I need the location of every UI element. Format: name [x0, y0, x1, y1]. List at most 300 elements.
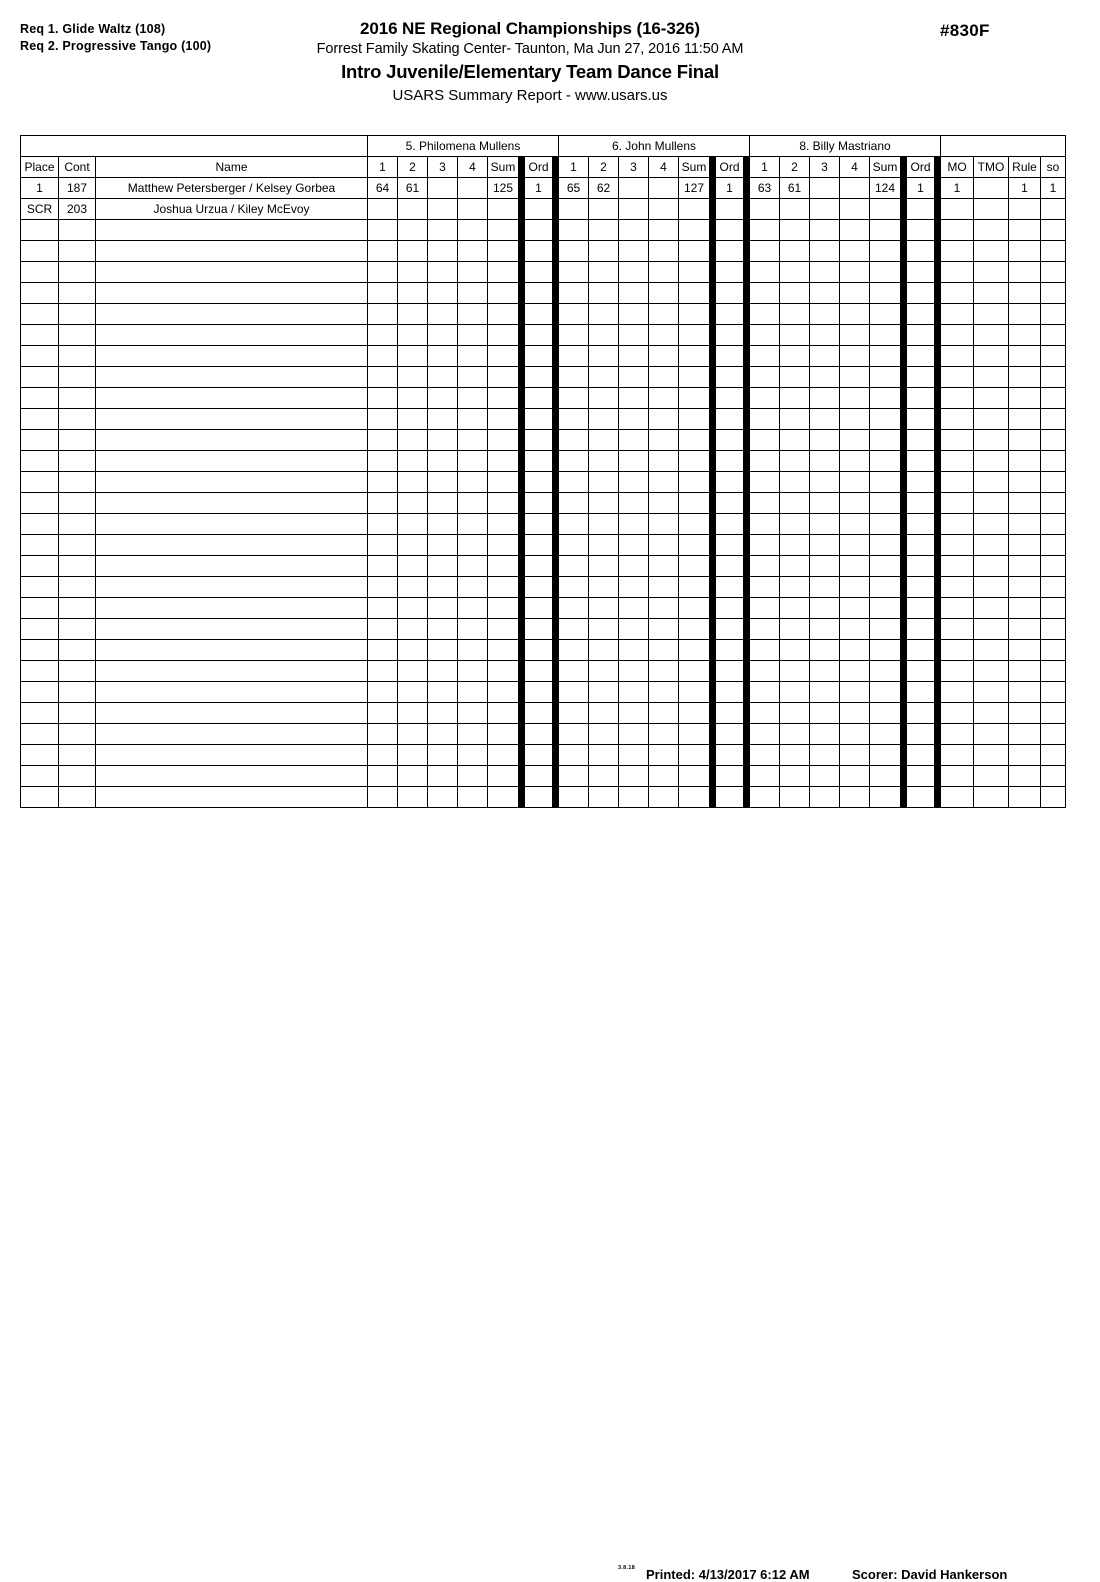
judge-1-column-header-1: 1 [368, 157, 398, 178]
cell-judge-1-sum [488, 724, 519, 745]
cell-judge-3-1 [750, 304, 780, 325]
cell-place [21, 451, 59, 472]
cell-judge-2-4 [649, 451, 679, 472]
cell-judge-1-ord [525, 577, 553, 598]
cell-judge-3-2: 61 [780, 178, 810, 199]
cell-rule [1009, 724, 1041, 745]
cell-judge-1-3 [428, 619, 458, 640]
cell-judge-1-1 [368, 220, 398, 241]
cell-judge-3-ord [907, 577, 935, 598]
table-row[interactable] [21, 388, 1066, 409]
cell-judge-1-2 [398, 640, 428, 661]
cell-judge-1-4 [458, 724, 488, 745]
table-row[interactable] [21, 220, 1066, 241]
cell-so [1041, 325, 1066, 346]
cell-judge-3-4 [840, 619, 870, 640]
cell-mo [941, 745, 974, 766]
table-row[interactable] [21, 514, 1066, 535]
cell-judge-2-sum: 127 [679, 178, 710, 199]
cell-mo [941, 304, 974, 325]
cell-judge-1-2 [398, 262, 428, 283]
cell-judge-2-4 [649, 661, 679, 682]
cell-cont [59, 535, 96, 556]
cell-judge-3-4 [840, 703, 870, 724]
cell-rule [1009, 556, 1041, 577]
cell-judge-3-2 [780, 724, 810, 745]
cell-so [1041, 262, 1066, 283]
cell-judge-3-2 [780, 325, 810, 346]
table-row[interactable] [21, 325, 1066, 346]
cell-judge-1-2 [398, 724, 428, 745]
cell-judge-3-2 [780, 430, 810, 451]
cell-judge-2-4 [649, 325, 679, 346]
cell-rule [1009, 682, 1041, 703]
cell-mo [941, 577, 974, 598]
event-code: #830F [940, 21, 990, 40]
cell-rule: 1 [1009, 178, 1041, 199]
column-header-cont: Cont [59, 157, 96, 178]
cell-cont: 187 [59, 178, 96, 199]
cell-judge-3-3 [810, 724, 840, 745]
cell-name [96, 745, 368, 766]
cell-place [21, 703, 59, 724]
cell-judge-3-3 [810, 535, 840, 556]
cell-judge-2-1 [559, 724, 589, 745]
cell-judge-3-sum [870, 703, 901, 724]
cell-cont [59, 514, 96, 535]
cell-judge-3-1 [750, 619, 780, 640]
cell-judge-3-ord [907, 199, 935, 220]
cell-judge-1-ord [525, 388, 553, 409]
cell-judge-1-3 [428, 241, 458, 262]
table-row[interactable] [21, 493, 1066, 514]
table-row[interactable] [21, 598, 1066, 619]
table-row[interactable] [21, 346, 1066, 367]
cell-judge-1-2 [398, 556, 428, 577]
cell-judge-1-sum [488, 682, 519, 703]
cell-judge-1-sum [488, 703, 519, 724]
cell-judge-2-4 [649, 220, 679, 241]
cell-so: 1 [1041, 178, 1066, 199]
cell-judge-3-4 [840, 514, 870, 535]
cell-rule [1009, 577, 1041, 598]
cell-judge-3-1 [750, 703, 780, 724]
cell-judge-2-4 [649, 409, 679, 430]
cell-judge-1-2 [398, 493, 428, 514]
title-block [180, 18, 880, 107]
cell-judge-1-2 [398, 346, 428, 367]
cell-judge-2-sum [679, 409, 710, 430]
cell-judge-1-2 [398, 514, 428, 535]
cell-judge-3-4 [840, 493, 870, 514]
table-row[interactable] [21, 577, 1066, 598]
cell-judge-3-2 [780, 598, 810, 619]
cell-judge-2-2 [589, 325, 619, 346]
judge-1-column-header-ord: Ord [525, 157, 553, 178]
cell-judge-2-2 [589, 241, 619, 262]
cell-judge-3-ord [907, 598, 935, 619]
cell-judge-3-ord [907, 724, 935, 745]
cell-judge-2-ord [716, 304, 744, 325]
cell-judge-2-2 [589, 724, 619, 745]
judge-2-column-header-4: 4 [649, 157, 679, 178]
cell-judge-1-4 [458, 451, 488, 472]
cell-judge-2-3 [619, 178, 649, 199]
cell-judge-1-ord [525, 598, 553, 619]
cell-so [1041, 514, 1066, 535]
cell-judge-1-ord [525, 199, 553, 220]
table-row[interactable] [21, 304, 1066, 325]
cell-name [96, 304, 368, 325]
cell-judge-3-1 [750, 199, 780, 220]
cell-judge-3-sum [870, 535, 901, 556]
cell-mo [941, 430, 974, 451]
cell-judge-2-3 [619, 556, 649, 577]
cell-judge-1-ord: 1 [525, 178, 553, 199]
cell-judge-3-1 [750, 577, 780, 598]
cell-judge-1-ord [525, 241, 553, 262]
judge-3-column-header-1: 1 [750, 157, 780, 178]
cell-judge-2-sum [679, 745, 710, 766]
table-row[interactable] [21, 178, 1066, 199]
cell-so [1041, 724, 1066, 745]
cell-judge-2-2 [589, 346, 619, 367]
cell-judge-2-2 [589, 283, 619, 304]
cell-judge-3-1 [750, 745, 780, 766]
cell-judge-3-3 [810, 745, 840, 766]
cell-so [1041, 682, 1066, 703]
cell-name [96, 724, 368, 745]
cell-judge-2-ord [716, 409, 744, 430]
cell-place: 1 [21, 178, 59, 199]
cell-judge-2-1 [559, 262, 589, 283]
cell-judge-3-1 [750, 535, 780, 556]
cell-judge-1-3 [428, 178, 458, 199]
cell-judge-3-ord [907, 682, 935, 703]
cell-name [96, 493, 368, 514]
cell-judge-3-2 [780, 745, 810, 766]
cell-judge-3-2 [780, 640, 810, 661]
cell-tmo [974, 283, 1009, 304]
cell-judge-2-1 [559, 577, 589, 598]
cell-place [21, 262, 59, 283]
cell-judge-1-sum [488, 745, 519, 766]
table-row[interactable] [21, 535, 1066, 556]
cell-judge-1-3 [428, 703, 458, 724]
cell-judge-1-4 [458, 703, 488, 724]
cell-judge-2-1 [559, 514, 589, 535]
cell-judge-3-1 [750, 451, 780, 472]
cell-judge-3-2 [780, 283, 810, 304]
cell-judge-2-4 [649, 703, 679, 724]
cell-judge-1-2 [398, 325, 428, 346]
cell-judge-3-sum [870, 220, 901, 241]
cell-place [21, 577, 59, 598]
cell-judge-3-3 [810, 640, 840, 661]
cell-judge-1-ord [525, 556, 553, 577]
cell-rule [1009, 283, 1041, 304]
cell-rule [1009, 493, 1041, 514]
cell-judge-1-4 [458, 367, 488, 388]
cell-judge-1-sum [488, 220, 519, 241]
cell-judge-2-ord [716, 577, 744, 598]
cell-judge-2-ord [716, 283, 744, 304]
cell-judge-2-3 [619, 472, 649, 493]
cell-place [21, 472, 59, 493]
cell-so [1041, 493, 1066, 514]
cell-mo [941, 619, 974, 640]
cell-judge-3-1 [750, 220, 780, 241]
cell-judge-3-1 [750, 682, 780, 703]
cell-judge-2-ord [716, 598, 744, 619]
cell-judge-3-sum [870, 283, 901, 304]
cell-judge-2-3 [619, 283, 649, 304]
cell-judge-3-sum [870, 577, 901, 598]
table-row[interactable] [21, 367, 1066, 388]
cell-so [1041, 598, 1066, 619]
table-row[interactable] [21, 451, 1066, 472]
cell-judge-2-4 [649, 346, 679, 367]
cell-mo: 1 [941, 178, 974, 199]
table-row[interactable] [21, 682, 1066, 703]
cell-judge-1-1 [368, 262, 398, 283]
cell-tmo [974, 724, 1009, 745]
cell-judge-1-1 [368, 577, 398, 598]
cell-judge-1-1 [368, 241, 398, 262]
cell-tmo [974, 451, 1009, 472]
cell-name [96, 430, 368, 451]
cell-judge-2-4 [649, 745, 679, 766]
cell-place [21, 619, 59, 640]
cell-judge-1-sum [488, 598, 519, 619]
cell-so [1041, 703, 1066, 724]
cell-judge-3-sum [870, 661, 901, 682]
cell-judge-2-3 [619, 493, 649, 514]
cell-judge-2-2 [589, 619, 619, 640]
cell-cont [59, 325, 96, 346]
cell-rule [1009, 409, 1041, 430]
cell-so [1041, 451, 1066, 472]
cell-cont [59, 304, 96, 325]
cell-judge-3-sum [870, 262, 901, 283]
cell-judge-1-ord [525, 220, 553, 241]
cell-judge-2-ord [716, 241, 744, 262]
cell-judge-1-4 [458, 619, 488, 640]
cell-judge-2-1 [559, 745, 589, 766]
cell-judge-1-ord [525, 472, 553, 493]
table-row[interactable] [21, 262, 1066, 283]
cell-judge-1-1 [368, 493, 398, 514]
table-row[interactable] [21, 745, 1066, 766]
column-header-name: Name [96, 157, 368, 178]
cell-judge-1-3 [428, 682, 458, 703]
cell-judge-2-1 [559, 241, 589, 262]
cell-place [21, 220, 59, 241]
cell-judge-3-sum [870, 682, 901, 703]
table-row[interactable] [21, 661, 1066, 682]
table-row[interactable] [21, 556, 1066, 577]
table-row[interactable] [21, 199, 1066, 220]
cell-judge-1-1: 64 [368, 178, 398, 199]
table-row[interactable] [21, 241, 1066, 262]
cell-mo [941, 598, 974, 619]
cell-judge-3-2 [780, 451, 810, 472]
cell-judge-2-4 [649, 493, 679, 514]
cell-judge-3-4 [840, 430, 870, 451]
cell-so [1041, 745, 1066, 766]
cell-judge-3-1 [750, 241, 780, 262]
cell-judge-2-3 [619, 640, 649, 661]
cell-rule [1009, 598, 1041, 619]
cell-judge-3-3 [810, 577, 840, 598]
cell-judge-1-1 [368, 367, 398, 388]
cell-judge-1-2 [398, 661, 428, 682]
table-row[interactable] [21, 724, 1066, 745]
cell-judge-3-4 [840, 283, 870, 304]
cell-judge-1-1 [368, 703, 398, 724]
cell-so [1041, 346, 1066, 367]
cell-judge-2-2: 62 [589, 178, 619, 199]
table-row[interactable] [21, 703, 1066, 724]
cell-judge-2-3 [619, 241, 649, 262]
cell-cont [59, 262, 96, 283]
cell-judge-2-2 [589, 220, 619, 241]
cell-judge-3-3 [810, 619, 840, 640]
cell-judge-3-3 [810, 514, 840, 535]
cell-judge-3-4 [840, 409, 870, 430]
cell-judge-2-sum [679, 493, 710, 514]
cell-judge-2-ord: 1 [716, 178, 744, 199]
cell-judge-3-ord [907, 703, 935, 724]
cell-judge-1-1 [368, 745, 398, 766]
cell-judge-1-3 [428, 220, 458, 241]
table-row[interactable] [21, 472, 1066, 493]
cell-judge-2-4 [649, 199, 679, 220]
cell-tmo [974, 409, 1009, 430]
cell-judge-2-ord [716, 703, 744, 724]
cell-judge-3-4 [840, 325, 870, 346]
cell-judge-1-4 [458, 661, 488, 682]
requirement-line-2: Req 2. Progressive Tango (100) [20, 39, 212, 53]
cell-judge-1-1 [368, 430, 398, 451]
cell-judge-1-3 [428, 535, 458, 556]
judge-3-column-header-4: 4 [840, 157, 870, 178]
scorer-name: Scorer: David Hankerson [852, 1567, 1008, 1582]
cell-name [96, 598, 368, 619]
cell-mo [941, 682, 974, 703]
cell-judge-3-1: 63 [750, 178, 780, 199]
cell-tmo [974, 388, 1009, 409]
cell-place [21, 535, 59, 556]
judge-2-column-header-sum: Sum [679, 157, 710, 178]
cell-place [21, 745, 59, 766]
cell-judge-2-ord [716, 388, 744, 409]
cell-so [1041, 199, 1066, 220]
cell-judge-3-sum [870, 556, 901, 577]
cell-judge-3-1 [750, 283, 780, 304]
cell-judge-3-ord [907, 388, 935, 409]
table-row[interactable] [21, 283, 1066, 304]
cell-judge-3-1 [750, 556, 780, 577]
judge-1-column-header-sum: Sum [488, 157, 519, 178]
cell-judge-3-sum [870, 745, 901, 766]
cell-rule [1009, 220, 1041, 241]
cell-tmo [974, 241, 1009, 262]
cell-judge-2-4 [649, 430, 679, 451]
cell-judge-3-3 [810, 220, 840, 241]
table-row[interactable] [21, 409, 1066, 430]
cell-judge-3-3 [810, 430, 840, 451]
cell-cont [59, 409, 96, 430]
cell-cont [59, 577, 96, 598]
cell-judge-3-sum [870, 346, 901, 367]
cell-rule [1009, 451, 1041, 472]
report-footer [0, 783, 1100, 1582]
cell-judge-1-ord [525, 409, 553, 430]
cell-judge-1-ord [525, 262, 553, 283]
cell-rule [1009, 262, 1041, 283]
cell-judge-2-2 [589, 577, 619, 598]
table-row[interactable] [21, 430, 1066, 451]
cell-tmo [974, 304, 1009, 325]
cell-judge-1-4 [458, 199, 488, 220]
cell-tmo [974, 640, 1009, 661]
cell-name [96, 619, 368, 640]
cell-judge-2-2 [589, 745, 619, 766]
cell-judge-3-sum [870, 409, 901, 430]
cell-judge-2-1: 65 [559, 178, 589, 199]
cell-name [96, 409, 368, 430]
cell-judge-2-sum [679, 472, 710, 493]
cell-name [96, 514, 368, 535]
cell-judge-1-sum [488, 304, 519, 325]
cell-judge-2-2 [589, 682, 619, 703]
judge-1-column-header-2: 2 [398, 157, 428, 178]
cell-judge-2-sum [679, 640, 710, 661]
cell-judge-2-sum [679, 598, 710, 619]
cell-judge-3-ord [907, 325, 935, 346]
cell-tmo [974, 430, 1009, 451]
cell-judge-2-2 [589, 262, 619, 283]
table-row[interactable] [21, 640, 1066, 661]
cell-so [1041, 535, 1066, 556]
cell-judge-1-2 [398, 703, 428, 724]
cell-judge-2-4 [649, 241, 679, 262]
cell-judge-2-4 [649, 619, 679, 640]
cell-judge-3-4 [840, 451, 870, 472]
judge-3-column-header-3: 3 [810, 157, 840, 178]
cell-judge-3-ord [907, 535, 935, 556]
cell-judge-2-sum [679, 535, 710, 556]
cell-so [1041, 640, 1066, 661]
cell-mo [941, 367, 974, 388]
cell-judge-2-3 [619, 304, 649, 325]
cell-name [96, 703, 368, 724]
cell-place [21, 388, 59, 409]
cell-judge-2-ord [716, 430, 744, 451]
table-row[interactable] [21, 619, 1066, 640]
cell-cont [59, 346, 96, 367]
cell-judge-2-sum [679, 703, 710, 724]
cell-judge-1-ord [525, 430, 553, 451]
cell-rule [1009, 388, 1041, 409]
cell-judge-2-1 [559, 304, 589, 325]
cell-judge-1-4 [458, 682, 488, 703]
cell-so [1041, 283, 1066, 304]
cell-judge-2-1 [559, 493, 589, 514]
cell-judge-2-2 [589, 367, 619, 388]
cell-judge-3-sum [870, 304, 901, 325]
